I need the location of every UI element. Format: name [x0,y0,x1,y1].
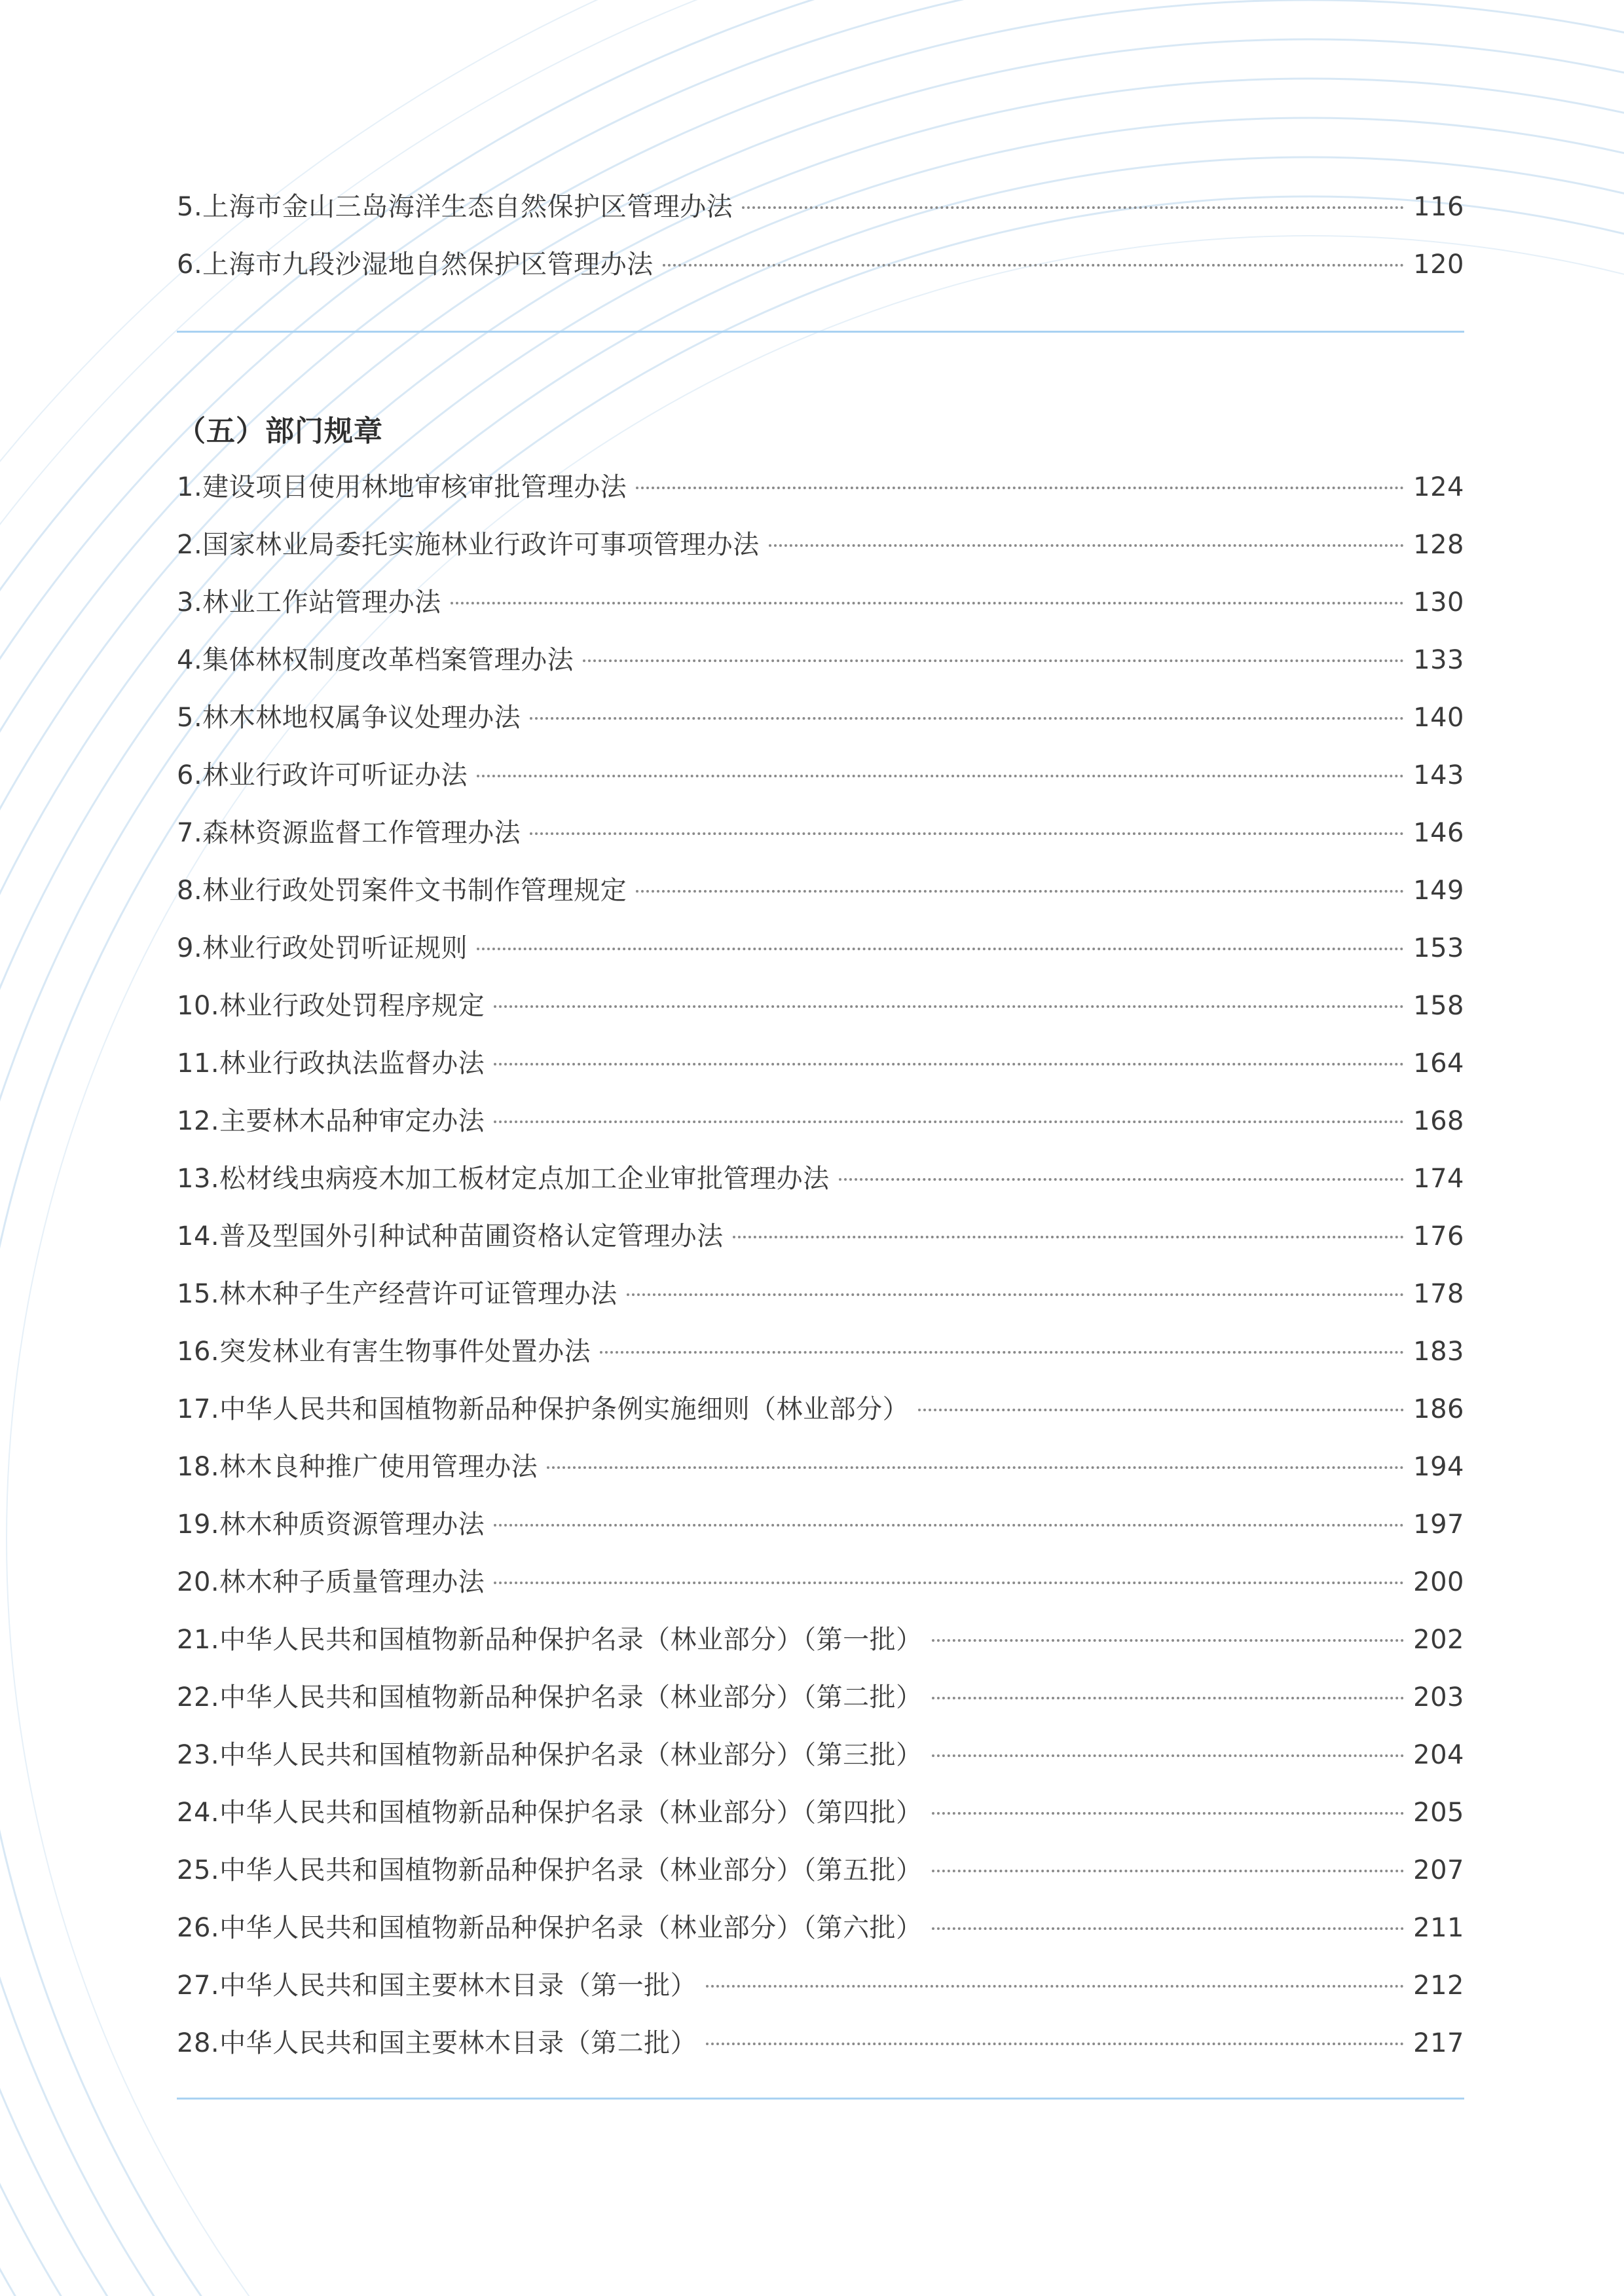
toc-entry-title: 15.林木种子生产经营许可证管理办法 [177,1279,618,1309]
toc-entry-page-number: 202 [1413,1625,1464,1655]
toc-entry-page-number: 124 [1413,472,1464,502]
dot-leader [742,206,1404,209]
toc-entry-page-number: 207 [1413,1855,1464,1885]
toc-entry[interactable] [177,1899,1464,1957]
toc-entry-title: 5.林木林地权属争议处理办法 [177,703,521,733]
toc-entry-title: 27.中华人民共和国主要林木目录（第一批） [177,1971,697,2001]
toc-entry[interactable] [177,178,1464,236]
toc-entry[interactable] [177,631,1464,689]
dot-leader [769,544,1404,547]
toc-entry[interactable] [177,1265,1464,1323]
toc-entry-page-number: 176 [1413,1221,1464,1251]
dot-leader [451,602,1404,604]
toc-entry-title: 13.松材线虫病疫木加工板材定点加工企业审批管理办法 [177,1164,830,1194]
toc-entry-title: 19.林木种质资源管理办法 [177,1509,485,1540]
toc-entry[interactable] [177,1323,1464,1380]
dot-leader [918,1409,1404,1411]
toc-entry-page-number: 140 [1413,703,1464,733]
toc-entry[interactable] [177,1092,1464,1150]
toc-entry-title: 2.国家林业局委托实施林业行政许可事项管理办法 [177,530,760,560]
toc-entry[interactable] [177,1150,1464,1208]
dot-leader [932,1927,1405,1930]
dot-leader [494,1120,1404,1123]
toc-entry-page-number: 130 [1413,587,1464,618]
toc-entry[interactable] [177,516,1464,574]
toc-entry[interactable] [177,2014,1464,2072]
toc-entry-title: 21.中华人民共和国植物新品种保护名录（林业部分）（第一批） [177,1625,923,1655]
dot-leader [932,1870,1405,1872]
dot-leader [530,717,1404,720]
toc-entry-page-number: 183 [1413,1337,1464,1367]
toc-entry[interactable] [177,574,1464,631]
dot-leader [494,1063,1404,1065]
dot-leader [663,264,1404,267]
dot-leader [932,1697,1405,1699]
toc-entry-title: 6.林业行政许可听证办法 [177,760,468,790]
toc-entry-page-number: 186 [1413,1394,1464,1424]
dot-leader [477,775,1404,777]
toc-entry-title: 14.普及型国外引种试种苗圃资格认定管理办法 [177,1221,724,1251]
toc-entry[interactable] [177,236,1464,293]
toc-entry-title: 28.中华人民共和国主要林木目录（第二批） [177,2028,697,2058]
toc-entry-page-number: 212 [1413,1971,1464,2001]
toc-entry-page-number: 168 [1413,1106,1464,1136]
toc-entry[interactable] [177,977,1464,1035]
toc-entry[interactable] [177,1438,1464,1496]
toc-entry-page-number: 174 [1413,1164,1464,1194]
dot-leader [932,1812,1405,1815]
toc-entry[interactable] [177,1726,1464,1784]
toc-entry-title: 20.林木种子质量管理办法 [177,1567,485,1597]
toc-entry[interactable] [177,747,1464,804]
toc-entry-title: 25.中华人民共和国植物新品种保护名录（林业部分）（第五批） [177,1855,923,1885]
toc-entry-title: 8.林业行政处罚案件文书制作管理规定 [177,876,627,906]
dot-leader [733,1236,1405,1238]
toc-entry-page-number: 197 [1413,1509,1464,1540]
toc-entry-title: 12.主要林木品种审定办法 [177,1106,485,1136]
toc-entry-page-number: 120 [1413,250,1464,280]
toc-entry[interactable] [177,1035,1464,1092]
toc-entry-page-number: 133 [1413,645,1464,675]
toc-entry[interactable] [177,458,1464,516]
toc-list-continued [177,178,1464,293]
toc-entry-page-number: 217 [1413,2028,1464,2058]
dot-leader [706,1985,1404,1988]
dot-leader [494,1582,1404,1584]
dot-leader [530,832,1404,835]
toc-entry-page-number: 116 [1413,192,1464,222]
dot-leader [547,1466,1404,1469]
toc-entry-title: 18.林木良种推广使用管理办法 [177,1452,538,1482]
dot-leader [600,1351,1404,1354]
toc-entry-page-number: 128 [1413,530,1464,560]
toc-entry-page-number: 178 [1413,1279,1464,1309]
dot-leader [706,2043,1404,2045]
toc-entry-title: 1.建设项目使用林地审核审批管理办法 [177,472,627,502]
toc-entry-title: 3.林业工作站管理办法 [177,587,441,618]
toc-entry-page-number: 200 [1413,1567,1464,1597]
toc-entry-title: 17.中华人民共和国植物新品种保护条例实施细则（林业部分） [177,1394,910,1424]
dot-leader [494,1524,1404,1527]
toc-entry-title: 9.林业行政处罚听证规则 [177,933,468,963]
dot-leader [636,890,1404,893]
toc-entry[interactable] [177,919,1464,977]
dot-leader [583,659,1404,662]
dot-leader [494,1005,1404,1008]
toc-entry-page-number: 153 [1413,933,1464,963]
toc-entry-title: 10.林业行政处罚程序规定 [177,991,485,1021]
toc-entry[interactable] [177,1957,1464,2014]
toc-entry[interactable] [177,862,1464,919]
toc-entry-title: 7.森林资源监督工作管理办法 [177,818,521,848]
toc-entry-title: 22.中华人民共和国植物新品种保护名录（林业部分）（第二批） [177,1682,923,1713]
toc-entry-page-number: 164 [1413,1048,1464,1079]
toc-entry[interactable] [177,689,1464,747]
toc-entry-page-number: 158 [1413,991,1464,1021]
toc-list-section [177,458,1464,2072]
toc-entry-title: 11.林业行政执法监督办法 [177,1048,485,1079]
dot-leader [932,1639,1405,1642]
toc-entry-title: 6.上海市九段沙湿地自然保护区管理办法 [177,250,654,280]
toc-entry[interactable] [177,1553,1464,1611]
toc-entry[interactable] [177,1496,1464,1553]
toc-entry-page-number: 194 [1413,1452,1464,1482]
toc-entry[interactable] [177,1669,1464,1726]
toc-entry[interactable] [177,1842,1464,1899]
toc-entry[interactable] [177,1784,1464,1842]
section-heading: （五）部门规章 [177,415,383,448]
dot-leader [636,487,1404,489]
toc-entry-title: 24.中华人民共和国植物新品种保护名录（林业部分）（第四批） [177,1798,923,1828]
dot-leader [932,1754,1405,1757]
toc-entry-title: 26.中华人民共和国植物新品种保护名录（林业部分）（第六批） [177,1913,923,1943]
toc-entry-page-number: 146 [1413,818,1464,848]
toc-entry-title: 16.突发林业有害生物事件处置办法 [177,1337,591,1367]
toc-entry[interactable] [177,1208,1464,1265]
dot-leader [477,948,1404,950]
toc-entry-page-number: 203 [1413,1682,1464,1713]
section-divider-top [177,331,1464,333]
toc-entry-title: 5.上海市金山三岛海洋生态自然保护区管理办法 [177,192,733,222]
toc-entry-page-number: 205 [1413,1798,1464,1828]
dot-leader [839,1178,1405,1181]
toc-entry-page-number: 143 [1413,760,1464,790]
toc-entry-page-number: 149 [1413,876,1464,906]
toc-entry-page-number: 204 [1413,1740,1464,1770]
toc-entry[interactable] [177,1611,1464,1669]
toc-entry-title: 4.集体林权制度改革档案管理办法 [177,645,574,675]
toc-entry[interactable] [177,1380,1464,1438]
toc-entry[interactable] [177,804,1464,862]
toc-entry-title: 23.中华人民共和国植物新品种保护名录（林业部分）（第三批） [177,1740,923,1770]
section-divider-bottom [177,2098,1464,2100]
toc-entry-page-number: 211 [1413,1913,1464,1943]
dot-leader [627,1293,1405,1296]
